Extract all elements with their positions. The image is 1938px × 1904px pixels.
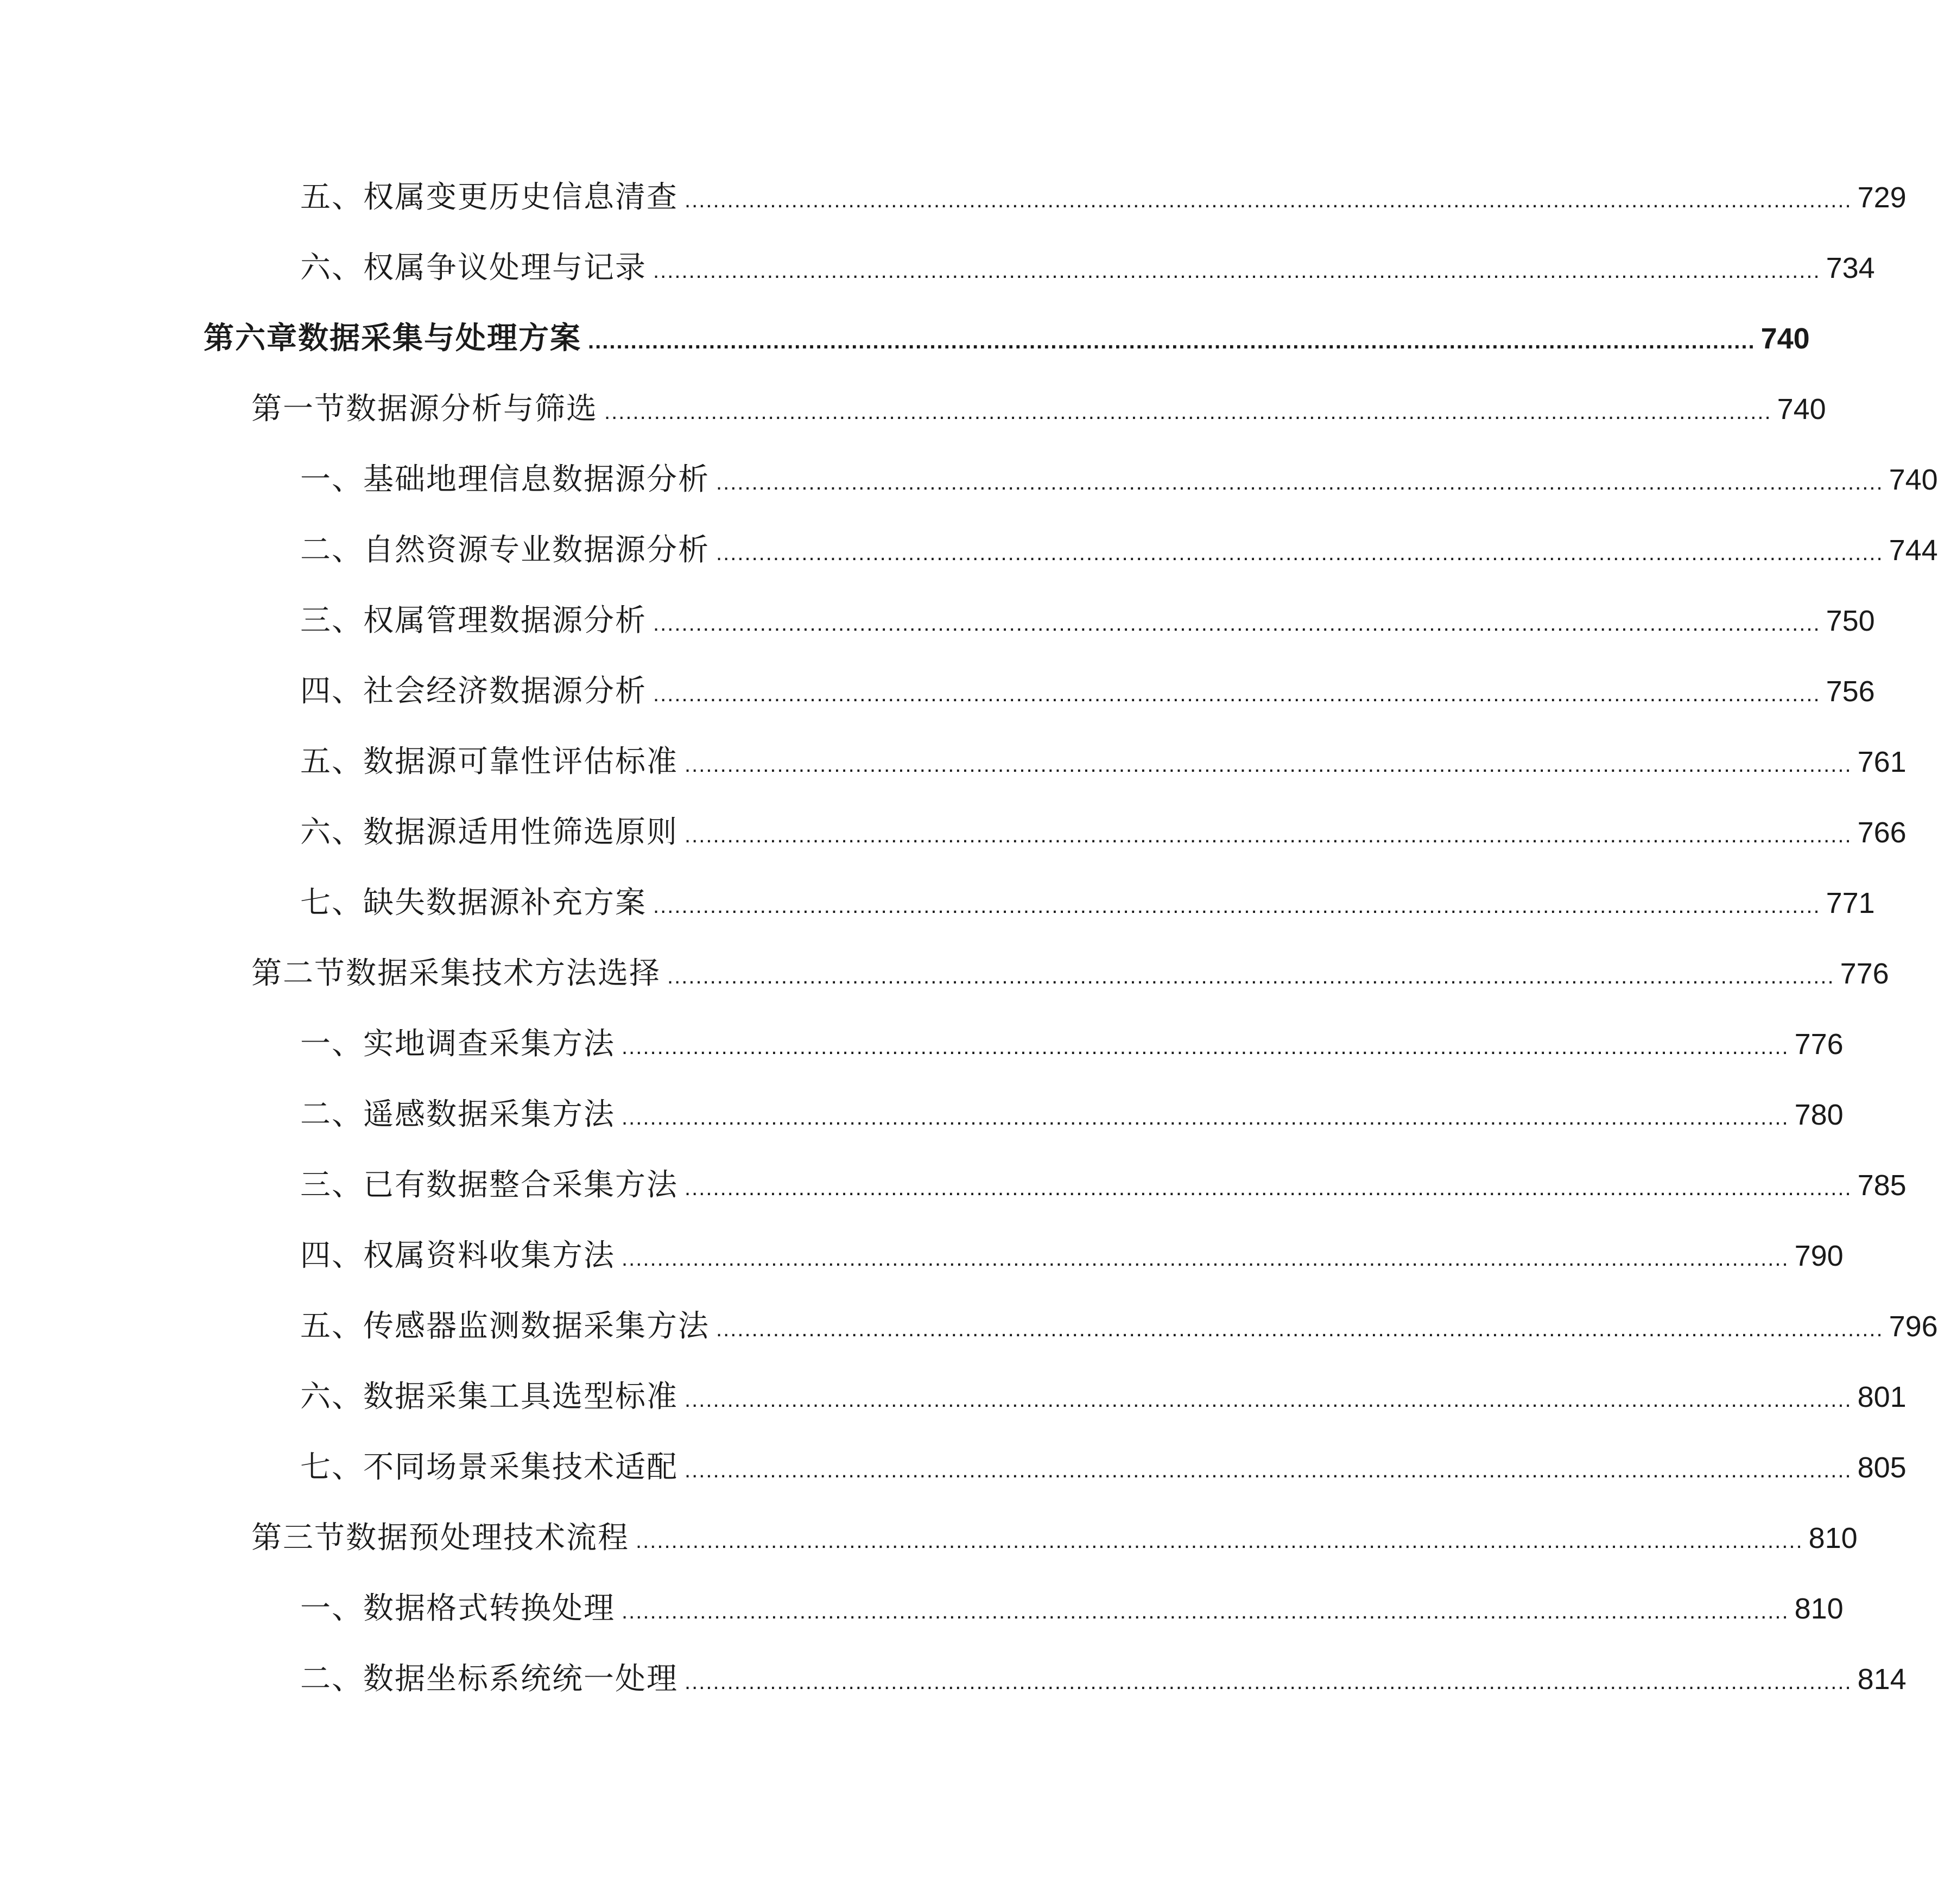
toc-entry-title: 二、遥感数据采集方法 bbox=[300, 1097, 615, 1132]
toc-page-number: 776 bbox=[1840, 957, 1889, 990]
toc-entry-title: 四、权属资料收集方法 bbox=[300, 1238, 615, 1273]
toc-entry-title: 二、数据坐标系统统一处理 bbox=[300, 1661, 678, 1697]
toc-entry-title: 六、数据采集工具选型标准 bbox=[300, 1379, 678, 1414]
toc-page-number: 750 bbox=[1826, 605, 1875, 637]
toc-entry[interactable] bbox=[300, 458, 1938, 502]
toc-entry[interactable] bbox=[300, 246, 1875, 290]
toc-entry-title: 第二节数据采集技术方法选择 bbox=[251, 956, 661, 991]
toc-dot-leader: .................................................................................................................................................................... bbox=[685, 1670, 1852, 1694]
toc-entry[interactable] bbox=[300, 670, 1875, 713]
toc-page-number: 810 bbox=[1808, 1522, 1858, 1554]
toc-page-number: 785 bbox=[1857, 1169, 1907, 1202]
toc-dot-leader: .................................................................................................................................................................... bbox=[588, 329, 1756, 353]
toc-page-number: 780 bbox=[1794, 1099, 1844, 1131]
toc-page-number: 734 bbox=[1826, 252, 1875, 284]
toc-page-number: 740 bbox=[1760, 322, 1810, 355]
toc-dot-leader: .................................................................................................................................................................... bbox=[667, 964, 1835, 988]
toc-page-number: 796 bbox=[1889, 1310, 1938, 1343]
toc-entry[interactable] bbox=[300, 176, 1907, 219]
toc-dot-leader: .................................................................................................................................................................... bbox=[636, 1529, 1803, 1553]
toc-dot-leader: .................................................................................................................................................................... bbox=[622, 1106, 1789, 1129]
toc-page-number: 729 bbox=[1857, 181, 1907, 214]
toc-entry-title: 六、数据源适用性筛选原则 bbox=[300, 815, 678, 850]
toc-dot-leader: .................................................................................................................................................................... bbox=[685, 1176, 1852, 1200]
toc-entry-title: 四、社会经济数据源分析 bbox=[300, 674, 647, 709]
toc-chapter-entry[interactable] bbox=[204, 317, 1810, 360]
toc-entry-title: 第三节数据预处理技术流程 bbox=[251, 1520, 629, 1556]
toc-page-number: 810 bbox=[1794, 1592, 1844, 1625]
toc-dot-leader: .................................................................................................................................................................... bbox=[622, 1035, 1789, 1059]
toc-dot-leader: .................................................................................................................................................................... bbox=[716, 471, 1884, 494]
toc-page-number: 801 bbox=[1857, 1381, 1907, 1413]
toc-section-entry[interactable] bbox=[251, 388, 1826, 431]
toc-entry-title: 一、数据格式转换处理 bbox=[300, 1591, 615, 1626]
toc-page-number: 771 bbox=[1826, 887, 1875, 919]
toc-page-number: 814 bbox=[1857, 1663, 1907, 1696]
toc-dot-leader: .................................................................................................................................................................... bbox=[685, 1458, 1852, 1482]
toc-page-number: 790 bbox=[1794, 1240, 1844, 1272]
toc-entry-title: 六、权属争议处理与记录 bbox=[300, 250, 647, 285]
toc-dot-leader: .................................................................................................................................................................... bbox=[622, 1247, 1789, 1271]
toc-dot-leader: .................................................................................................................................................................... bbox=[653, 612, 1821, 636]
toc-entry[interactable] bbox=[300, 1023, 1844, 1066]
toc-entry[interactable] bbox=[300, 1164, 1907, 1207]
toc-dot-leader: .................................................................................................................................................................... bbox=[653, 894, 1821, 918]
toc-page-number: 740 bbox=[1889, 464, 1938, 496]
toc-entry[interactable] bbox=[300, 529, 1938, 572]
toc-entry-title: 五、数据源可靠性评估标准 bbox=[300, 744, 678, 779]
toc-dot-leader: .................................................................................................................................................................... bbox=[685, 188, 1852, 212]
toc-entry[interactable] bbox=[300, 881, 1875, 925]
toc-dot-leader: .................................................................................................................................................................... bbox=[685, 753, 1852, 777]
toc-entry[interactable] bbox=[300, 1658, 1907, 1701]
toc-dot-leader: .................................................................................................................................................................... bbox=[622, 1600, 1789, 1623]
toc-entry[interactable] bbox=[300, 740, 1907, 784]
toc-entry-title: 第一节数据源分析与筛选 bbox=[251, 391, 598, 427]
toc-entry-title: 二、自然资源专业数据源分析 bbox=[300, 532, 710, 568]
toc-dot-leader: .................................................................................................................................................................... bbox=[685, 823, 1852, 847]
toc-entry[interactable] bbox=[300, 1446, 1907, 1489]
toc-entry-title: 五、传感器监测数据采集方法 bbox=[300, 1309, 710, 1344]
toc-section-entry[interactable] bbox=[251, 952, 1889, 995]
toc-page-number: 766 bbox=[1857, 816, 1907, 849]
toc-entry-title: 七、不同场景采集技术适配 bbox=[300, 1450, 678, 1485]
toc-dot-leader: .................................................................................................................................................................... bbox=[653, 682, 1821, 706]
toc-page-number: 756 bbox=[1826, 675, 1875, 708]
toc-page-number: 744 bbox=[1889, 534, 1938, 567]
toc-entry-title: 五、权属变更历史信息清查 bbox=[300, 180, 678, 215]
toc-entry-title: 三、已有数据整合采集方法 bbox=[300, 1167, 678, 1203]
toc-entry[interactable] bbox=[300, 1375, 1907, 1419]
toc-page-number: 776 bbox=[1794, 1028, 1844, 1061]
toc-dot-leader: .................................................................................................................................................................... bbox=[716, 1317, 1884, 1341]
toc-section-entry[interactable] bbox=[251, 1516, 1858, 1560]
toc-entry[interactable] bbox=[300, 599, 1875, 643]
toc-entry-title: 七、缺失数据源补充方案 bbox=[300, 885, 647, 921]
toc-entry-title: 三、权属管理数据源分析 bbox=[300, 603, 647, 638]
toc-page-number: 805 bbox=[1857, 1451, 1907, 1484]
toc-entry[interactable] bbox=[300, 1234, 1844, 1278]
toc-entry-title: 一、基础地理信息数据源分析 bbox=[300, 462, 710, 497]
toc-page-number: 761 bbox=[1857, 746, 1907, 778]
toc-entry[interactable] bbox=[300, 1093, 1844, 1137]
toc-entry-title: 一、实地调查采集方法 bbox=[300, 1026, 615, 1062]
toc-entry[interactable] bbox=[300, 1587, 1844, 1630]
toc-entry-title: 第六章数据采集与处理方案 bbox=[204, 321, 581, 356]
toc-dot-leader: .................................................................................................................................................................... bbox=[685, 1388, 1852, 1412]
toc-entry[interactable] bbox=[300, 811, 1907, 854]
toc-dot-leader: .................................................................................................................................................................... bbox=[653, 259, 1821, 283]
toc-dot-leader: .................................................................................................................................................................... bbox=[604, 400, 1772, 424]
toc-dot-leader: .................................................................................................................................................................... bbox=[716, 541, 1884, 565]
toc-page-number: 740 bbox=[1777, 393, 1826, 426]
toc-entry[interactable] bbox=[300, 1305, 1938, 1348]
